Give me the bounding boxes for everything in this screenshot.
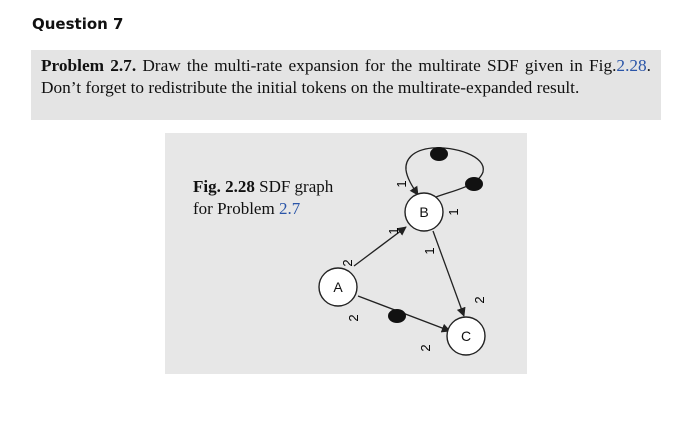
node-a-label: A: [333, 279, 343, 295]
node-b-label: B: [419, 204, 429, 220]
node-a: [319, 268, 357, 306]
problem-text-start: Draw the multi-rate expansion for the multirate SDF given in Fig.: [142, 56, 617, 75]
figure-caption-line1: SDF graph: [259, 177, 334, 196]
node-c-label: C: [460, 328, 472, 344]
problem-text-end: . Don’t forget to redistribute the initial tokens on the multirate-expanded result.: [41, 56, 651, 97]
problem-reference-link[interactable]: 2.7: [278, 199, 301, 218]
rate-c-in-from-a: 2: [418, 344, 433, 352]
token-edge-a-to-c: [388, 309, 406, 323]
token-self-loop-1: [430, 147, 448, 161]
rate-b-self-in: 1: [394, 180, 409, 188]
problem-label: Problem 2.7.: [41, 56, 137, 75]
rate-c-in-from-b: 2: [472, 296, 487, 304]
question-heading: Question 7: [32, 15, 124, 33]
rate-a-out-to-b: 2: [340, 259, 355, 267]
figure-caption-line2: for Problem: [193, 199, 275, 218]
rate-b-out-to-c: 1: [422, 247, 437, 255]
figure-reference-link[interactable]: 2.28: [616, 56, 647, 75]
rate-a-out-to-c: 2: [346, 314, 361, 322]
node-b: [405, 193, 443, 231]
token-self-loop-2: [465, 177, 483, 191]
figure-caption-label: Fig. 2.28: [193, 177, 255, 196]
node-c: [447, 317, 485, 355]
edge-b-to-c: [433, 231, 464, 316]
rate-b-self-out: 1: [446, 208, 461, 216]
rate-b-in-from-a: 1: [386, 227, 401, 235]
